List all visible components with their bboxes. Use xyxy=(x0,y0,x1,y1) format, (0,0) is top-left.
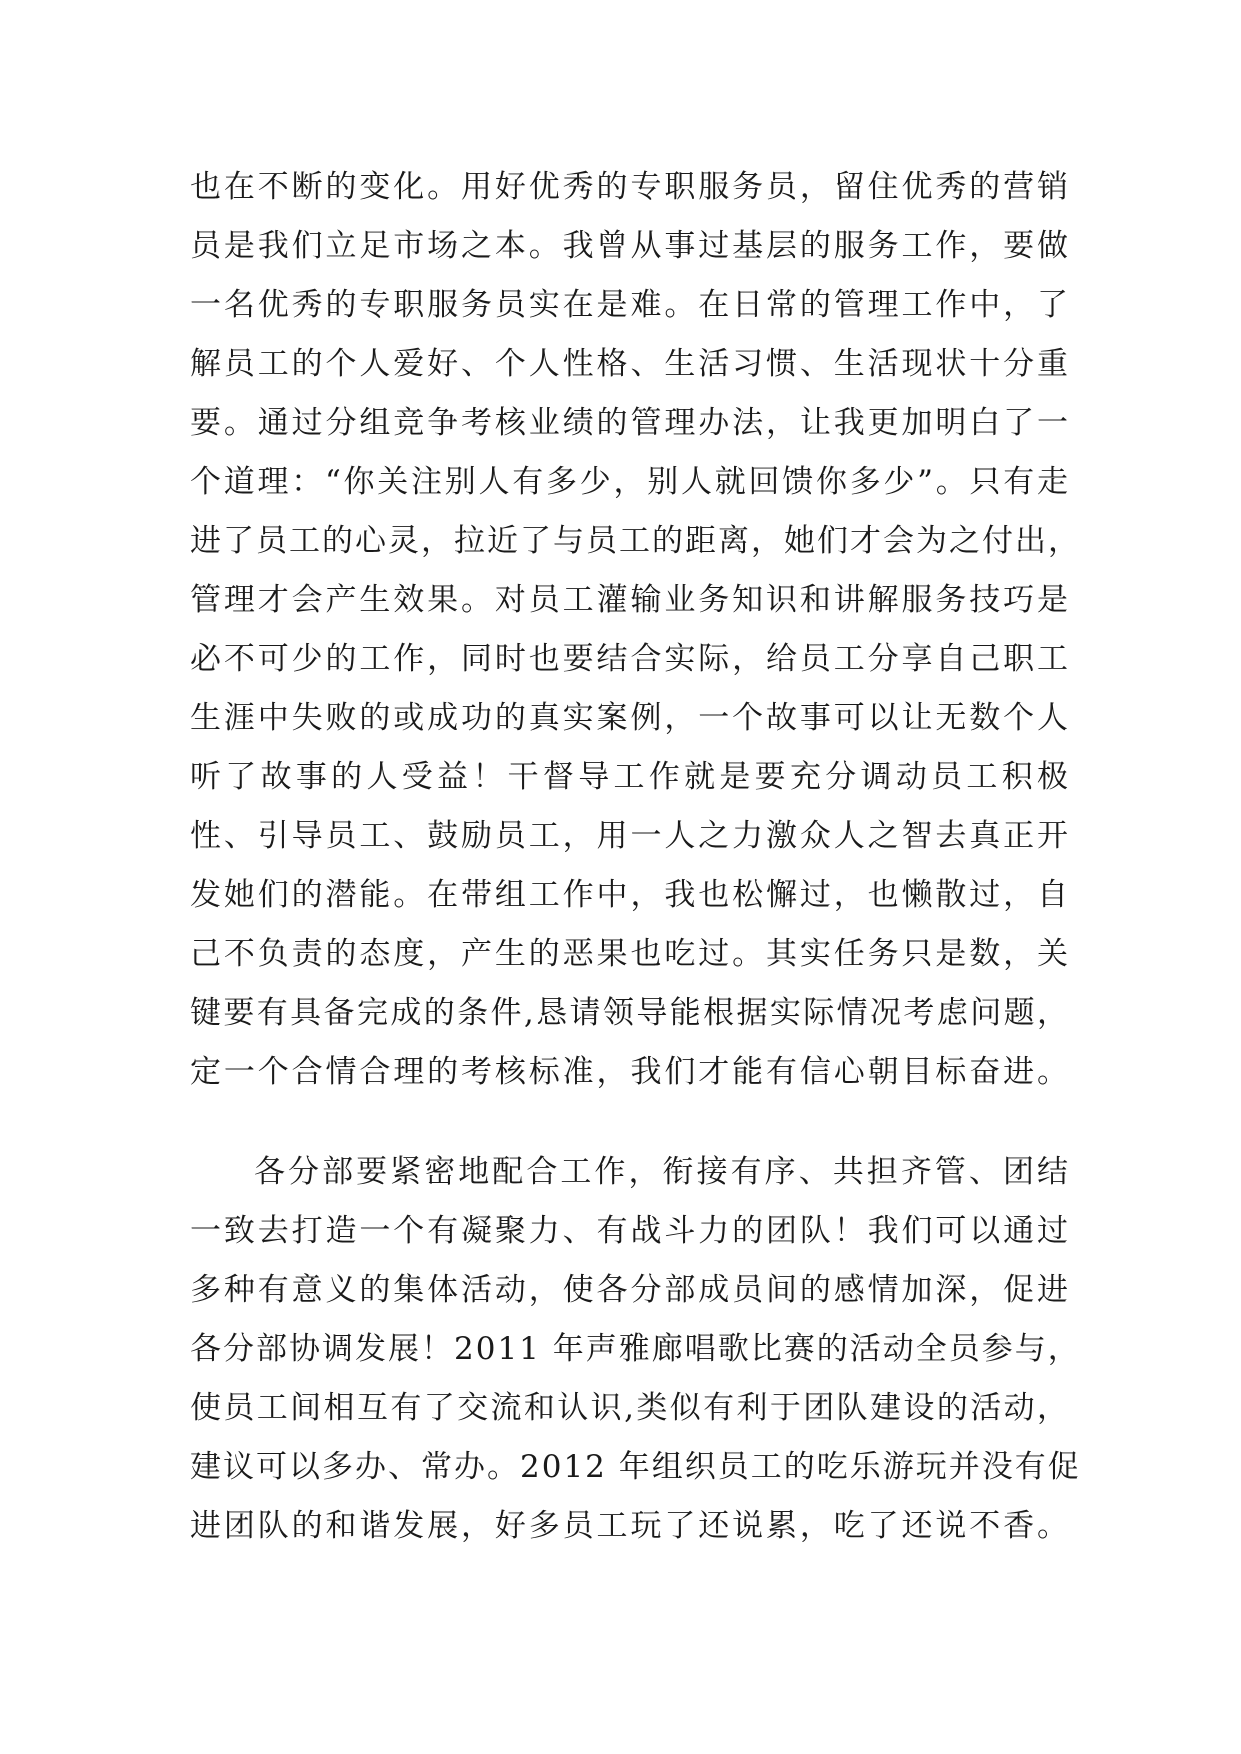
paragraph-line: 听了故事的人受益！干督导工作就是要充分调动员工积极 xyxy=(190,759,1070,795)
paragraph-1 xyxy=(190,158,1081,1102)
paragraph-line: 一名优秀的专职服务员实在是难。在日常的管理工作中，了 xyxy=(190,287,1070,323)
paragraph-line: 定一个合情合理的考核标准，我们才能有信心朝目标奋进。 xyxy=(190,1054,1070,1090)
paragraph-line: 己不负责的态度，产生的恶果也吃过。其实任务只是数，关 xyxy=(190,936,1070,972)
paragraph-line: 进了员工的心灵，拉近了与员工的距离，她们才会为之付出， xyxy=(190,523,1081,559)
paragraph-line: 建议可以多办、常办。2012 年组织员工的吃乐游玩并没有促 xyxy=(190,1449,1081,1485)
paragraph-line: 要。通过分组竞争考核业绩的管理办法，让我更加明白了一 xyxy=(190,405,1070,441)
paragraph-line: 员是我们立足市场之本。我曾从事过基层的服务工作，要做 xyxy=(190,228,1070,264)
paragraph-line: 键要有具备完成的条件,恳请领导能根据实际情况考虑问题， xyxy=(190,995,1070,1031)
paragraph-line: 使员工间相互有了交流和认识,类似有利于团队建设的活动， xyxy=(190,1390,1070,1426)
paragraph-line: 各分部协调发展！2011 年声雅廊唱歌比赛的活动全员参与， xyxy=(190,1331,1081,1367)
paragraph-line: 个道理：“你关注别人有多少，别人就回馈你多少”。只有走 xyxy=(190,464,1070,500)
paragraph-line: 进团队的和谐发展，好多员工玩了还说累，吃了还说不香。 xyxy=(190,1508,1070,1544)
paragraph-line: 各分部要紧密地配合工作，衔接有序、共担齐管、团结 xyxy=(254,1154,1070,1190)
paragraph-2 xyxy=(190,1143,1081,1556)
paragraph-line: 发她们的潜能。在带组工作中，我也松懈过，也懒散过，自 xyxy=(190,877,1070,913)
paragraph-line: 必不可少的工作，同时也要结合实际，给员工分享自己职工 xyxy=(190,641,1070,677)
paragraph-line: 多种有意义的集体活动，使各分部成员间的感情加深，促进 xyxy=(190,1272,1070,1308)
paragraph-line: 解员工的个人爱好、个人性格、生活习惯、生活现状十分重 xyxy=(190,346,1070,382)
paragraph-line: 生涯中失败的或成功的真实案例，一个故事可以让无数个人 xyxy=(190,700,1070,736)
paragraph-line: 也在不断的变化。用好优秀的专职服务员，留住优秀的营销 xyxy=(190,169,1070,205)
paragraph-line: 管理才会产生效果。对员工灌输业务知识和讲解服务技巧是 xyxy=(190,582,1070,618)
paragraph-line: 一致去打造一个有凝聚力、有战斗力的团队！我们可以通过 xyxy=(190,1213,1070,1249)
paragraph-line: 性、引导员工、鼓励员工，用一人之力激众人之智去真正开 xyxy=(190,818,1070,854)
